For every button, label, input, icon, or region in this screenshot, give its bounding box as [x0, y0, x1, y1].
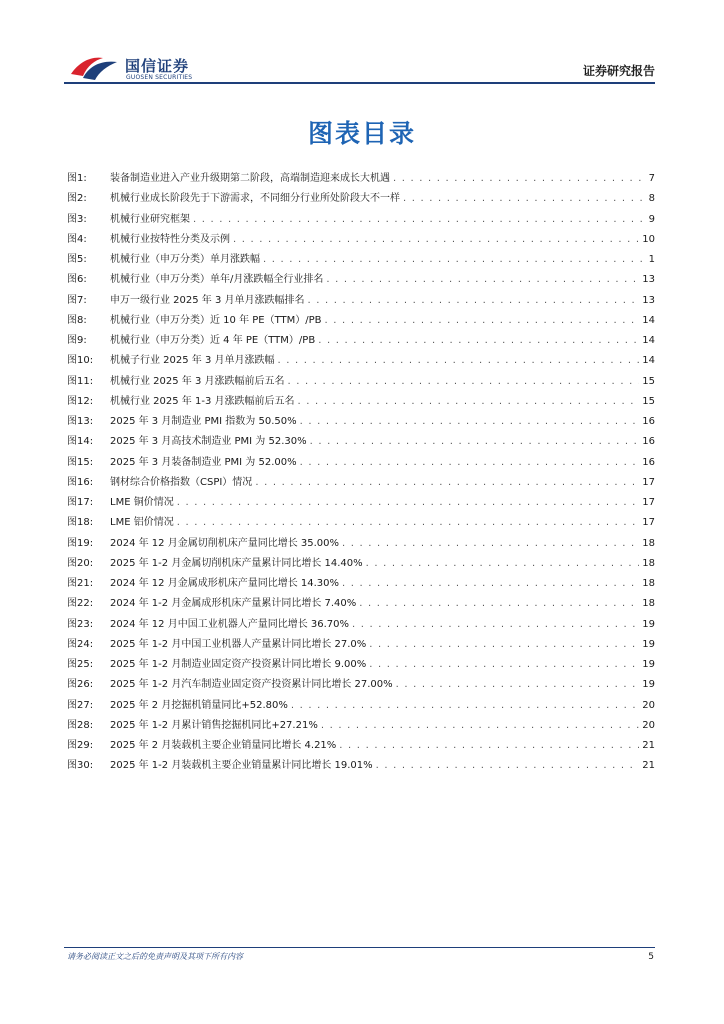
toc-page-number: 19	[642, 618, 655, 630]
toc-figure-label: 图18:	[67, 517, 94, 529]
toc-entry[interactable]	[67, 615, 655, 635]
toc-figure-title: 2024 年 12 月金属切削机床产量同比增长 35.00%	[110, 537, 340, 549]
toc-figure-label: 图17:	[67, 497, 94, 508]
toc-figure-label: 图1:	[67, 173, 87, 184]
toc-figure-title: 2024 年 12 月中国工业机器人产量同比增长 36.70%	[110, 618, 350, 630]
toc-figure-title: 2025 年 1-2 月中国工业机器人产量累计同比增长 27.0%	[110, 638, 367, 650]
toc-figure-title: 2025 年 1-2 月装载机主要企业销量累计同比增长 19.01%	[110, 760, 373, 772]
page-header	[69, 48, 655, 84]
toc-figure-label: 图27:	[67, 699, 94, 711]
table-of-figures	[67, 169, 655, 777]
toc-leader-dots	[263, 250, 642, 270]
toc-figure-label: 图12:	[67, 395, 94, 407]
toc-leader-dots	[233, 230, 639, 250]
toc-figure-title: 机械行业成长阶段先于下游需求，不同细分行业所处阶段大不一样	[110, 193, 400, 205]
toc-figure-label: 图16:	[67, 476, 94, 488]
toc-leader-dots	[339, 736, 639, 756]
toc-entry[interactable]	[67, 270, 655, 290]
toc-figure-title: LME 铝价情况	[110, 517, 174, 529]
toc-leader-dots	[369, 635, 639, 655]
toc-leader-dots	[291, 696, 639, 716]
report-type-label: 证券研究报告	[582, 64, 655, 78]
toc-leader-dots	[321, 716, 639, 736]
toc-figure-title: 机械行业（申万分类）单月涨跌幅	[110, 254, 260, 265]
toc-leader-dots	[177, 493, 640, 513]
toc-leader-dots	[369, 655, 639, 675]
toc-page-number: 21	[642, 740, 655, 751]
toc-entry[interactable]	[67, 473, 655, 493]
toc-figure-label: 图26:	[67, 679, 94, 691]
toc-figure-label: 图24:	[67, 638, 94, 650]
toc-figure-title: 2025 年 3 月制造业 PMI 指数为 50.50%	[110, 416, 297, 427]
toc-page-number: 9	[648, 213, 655, 225]
disclaimer-note: 请务必阅读正文之后的免责声明及其项下所有内容	[67, 952, 243, 961]
toc-figure-title: 机械行业 2025 年 3 月涨跌幅前后五名	[110, 375, 285, 387]
toc-leader-dots	[366, 554, 640, 574]
toc-figure-title: 2025 年 3 月高技术制造业 PMI 为 52.30%	[110, 436, 307, 448]
toc-figure-title: 机械子行业 2025 年 3 月单月涨跌幅	[110, 355, 275, 367]
toc-figure-label: 图14:	[67, 436, 94, 448]
toc-entry[interactable]	[67, 696, 655, 716]
toc-page-number: 17	[642, 517, 655, 529]
toc-figure-label: 图11:	[67, 375, 94, 387]
toc-entry[interactable]	[67, 675, 655, 695]
toc-figure-label: 图25:	[67, 659, 94, 670]
toc-entry[interactable]	[67, 716, 655, 736]
toc-leader-dots	[342, 534, 639, 554]
toc-figure-title: 2025 年 2 月装载机主要企业销量同比增长 4.21%	[110, 740, 337, 751]
toc-leader-dots	[310, 432, 640, 452]
toc-page-number: 14	[642, 335, 655, 346]
logo-chinese-name: 国信证券	[125, 57, 190, 75]
toc-figure-label: 图6:	[67, 274, 87, 286]
toc-entry[interactable]	[67, 534, 655, 554]
toc-figure-label: 图3:	[67, 213, 87, 225]
toc-page-number: 8	[648, 193, 655, 205]
toc-figure-title: 装备制造业进入产业升级期第二阶段，高端制造迎来成长大机遇	[110, 173, 390, 184]
toc-entry[interactable]	[67, 250, 655, 270]
toc-leader-dots	[325, 311, 640, 331]
toc-entry[interactable]	[67, 574, 655, 594]
toc-leader-dots	[255, 473, 639, 493]
logo-english-name: GUOSEN SECURITIES	[126, 74, 193, 81]
toc-entry[interactable]	[67, 331, 655, 351]
toc-figure-title: 机械行业 2025 年 1-3 月涨跌幅前后五名	[110, 395, 295, 407]
toc-figure-label: 图4:	[67, 233, 87, 245]
toc-figure-title: 机械行业（申万分类）近 4 年 PE（TTM）/PB	[110, 335, 316, 346]
toc-page-number: 15	[642, 395, 655, 407]
toc-leader-dots	[376, 756, 640, 776]
toc-figure-label: 图21:	[67, 578, 94, 589]
toc-figure-title: 2025 年 1-2 月汽车制造业固定资产投资累计同比增长 27.00%	[110, 679, 393, 691]
toc-page-number: 1	[648, 254, 655, 265]
toc-entry[interactable]	[67, 210, 655, 230]
toc-page-number: 10	[642, 233, 655, 245]
toc-leader-dots	[359, 594, 639, 614]
toc-page-number: 18	[642, 557, 655, 569]
toc-leader-dots	[396, 675, 640, 695]
page-title: 图表目录	[307, 119, 416, 148]
toc-leader-dots	[352, 615, 639, 635]
toc-page-number: 21	[642, 760, 655, 772]
toc-figure-title: 2025 年 3 月装备制造业 PMI 为 52.00%	[110, 456, 297, 468]
toc-page-number: 13	[642, 274, 655, 286]
toc-page-number: 16	[642, 456, 655, 468]
toc-entry[interactable]	[67, 372, 655, 392]
toc-leader-dots	[177, 513, 640, 533]
toc-page-number: 16	[642, 416, 655, 427]
toc-entry[interactable]	[67, 736, 655, 756]
toc-entry[interactable]	[67, 169, 655, 189]
toc-entry[interactable]	[67, 635, 655, 655]
toc-figure-label: 图20:	[67, 557, 94, 569]
toc-entry[interactable]	[67, 351, 655, 371]
toc-entry[interactable]	[67, 230, 655, 250]
toc-page-number: 20	[642, 699, 655, 711]
toc-figure-label: 图15:	[67, 456, 94, 468]
toc-page-number: 18	[642, 537, 655, 549]
toc-entry[interactable]	[67, 493, 655, 513]
toc-figure-label: 图19:	[67, 537, 94, 549]
toc-leader-dots	[288, 372, 640, 392]
toc-page-number: 15	[642, 375, 655, 387]
toc-entry[interactable]	[67, 594, 655, 614]
toc-figure-title: 2025 年 1-2 月金属切削机床产量累计同比增长 14.40%	[110, 557, 363, 569]
toc-entry[interactable]	[67, 655, 655, 675]
toc-leader-dots	[298, 392, 640, 412]
toc-figure-title: 2025 年 1-2 月累计销售挖掘机同比+27.21%	[110, 719, 318, 731]
toc-figure-title: 钢材综合价格指数（CSPI）情况	[110, 476, 253, 488]
toc-leader-dots	[403, 189, 642, 209]
toc-leader-dots	[193, 210, 642, 230]
toc-figure-label: 图22:	[67, 598, 94, 610]
toc-leader-dots	[393, 169, 642, 189]
toc-page-number: 19	[642, 659, 655, 670]
toc-figure-label: 图28:	[67, 719, 94, 731]
toc-figure-title: 申万一级行业 2025 年 3 月单月涨跌幅排名	[110, 294, 305, 306]
toc-page-number: 13	[642, 294, 655, 306]
toc-figure-label: 图8:	[67, 314, 87, 326]
toc-figure-title: 机械行业（申万分类）近 10 年 PE（TTM）/PB	[110, 314, 322, 326]
toc-figure-label: 图5:	[67, 254, 87, 265]
toc-leader-dots	[300, 412, 640, 432]
toc-entry[interactable]	[67, 291, 655, 311]
toc-entry[interactable]	[67, 311, 655, 331]
toc-figure-title: 机械行业（申万分类）单年/月涨跌幅全行业排名	[110, 274, 324, 286]
toc-leader-dots	[308, 291, 640, 311]
toc-figure-title: 机械行业研究框架	[110, 213, 190, 225]
page-number: 5	[648, 952, 654, 962]
toc-entry[interactable]	[67, 756, 655, 776]
toc-page-number: 16	[642, 436, 655, 448]
toc-figure-title: LME 铜价情况	[110, 497, 174, 508]
toc-figure-label: 图29:	[67, 740, 94, 751]
header-divider	[64, 82, 655, 84]
toc-entry[interactable]	[67, 554, 655, 574]
toc-entry[interactable]	[67, 432, 655, 452]
toc-page-number: 14	[642, 314, 655, 326]
toc-entry[interactable]	[67, 392, 655, 412]
toc-page-number: 7	[648, 173, 655, 184]
toc-leader-dots	[278, 351, 640, 371]
toc-figure-label: 图10:	[67, 355, 94, 367]
toc-page-number: 17	[642, 476, 655, 488]
toc-leader-dots	[318, 331, 639, 351]
toc-leader-dots	[342, 574, 639, 594]
toc-figure-label: 图2:	[67, 193, 87, 205]
toc-figure-title: 2024 年 12 月金属成形机床产量同比增长 14.30%	[110, 578, 340, 589]
toc-figure-title: 2025 年 2 月挖掘机销量同比+52.80%	[110, 699, 288, 711]
toc-entry[interactable]	[67, 513, 655, 533]
guosen-logo	[69, 52, 209, 82]
toc-page-number: 18	[642, 578, 655, 589]
toc-page-number: 19	[642, 638, 655, 650]
logo-mark-icon	[69, 52, 121, 82]
footer-divider	[64, 947, 655, 948]
toc-page-number: 14	[642, 355, 655, 367]
toc-figure-label: 图9:	[67, 335, 87, 346]
toc-figure-label: 图23:	[67, 618, 94, 630]
toc-page-number: 20	[642, 719, 655, 731]
toc-entry[interactable]	[67, 453, 655, 473]
toc-page-number: 18	[642, 598, 655, 610]
toc-page-number: 19	[642, 679, 655, 691]
toc-entry[interactable]	[67, 189, 655, 209]
toc-figure-title: 2024 年 1-2 月金属成形机床产量累计同比增长 7.40%	[110, 598, 357, 610]
toc-leader-dots	[300, 453, 640, 473]
toc-entry[interactable]	[67, 412, 655, 432]
toc-figure-label: 图30:	[67, 760, 94, 772]
toc-figure-label: 图7:	[67, 294, 87, 306]
toc-figure-label: 图13:	[67, 416, 94, 427]
toc-page-number: 17	[642, 497, 655, 508]
toc-figure-title: 2025 年 1-2 月制造业固定资产投资累计同比增长 9.00%	[110, 659, 367, 670]
toc-leader-dots	[326, 270, 639, 290]
toc-figure-title: 机械行业按特性分类及示例	[110, 233, 230, 245]
